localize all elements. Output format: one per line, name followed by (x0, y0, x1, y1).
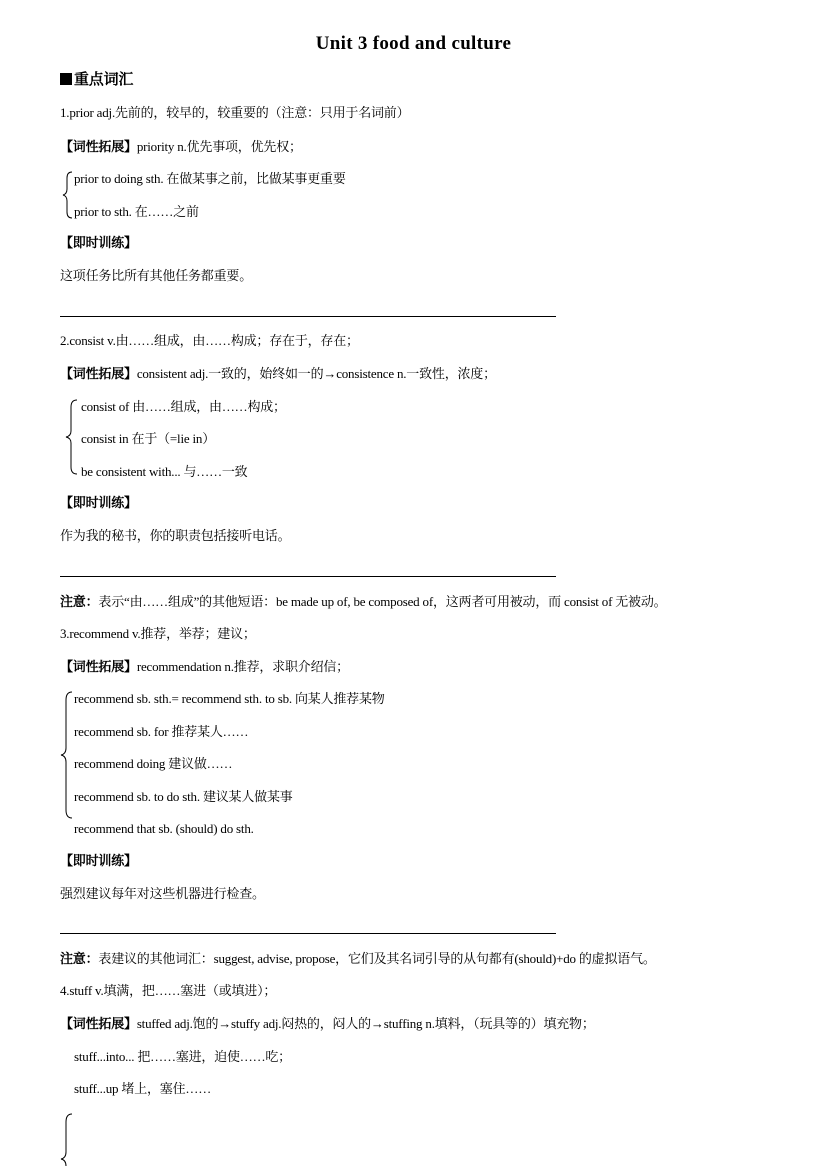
phrase-item: recommend sb. sth.= recommend sth. to sb. 向某人推荐某物 (74, 691, 385, 706)
extension-line (60, 1015, 595, 1033)
extension-text: priority n.优先事项，优先权； (136, 139, 302, 154)
note-tag: 注意： (60, 951, 99, 966)
word-entry-prior: 1.prior adj.先前的，较早的，较重要的（注意：只用于名词前） (60, 105, 410, 120)
brace-icon (62, 170, 74, 220)
training-tag: 【即时训练】 (60, 495, 137, 510)
exercise-prompt: 作为我的秘书，你的职责包括接听电话。 (60, 528, 291, 543)
brace-icon (60, 690, 74, 820)
training-tag: 【即时训练】 (60, 235, 137, 250)
extension-tag: 【词性拓展】 (60, 1016, 137, 1031)
extension-line (60, 365, 496, 383)
answer-line (60, 933, 556, 934)
extension-text: recommendation n.推荐，求职介绍信； (136, 659, 349, 674)
note-tag: 注意： (60, 594, 99, 609)
phrase-item: recommend that sb. (should) do sth. (74, 821, 254, 836)
answer-line (60, 576, 556, 577)
section-heading (60, 71, 133, 89)
phrase-item: recommend sb. for 推荐某人…… (74, 724, 249, 739)
extension-text: stuffed adj.饱的→stuffy adj.闷热的，闷人的→stuffing n.填料，（玩具等的）填充物； (136, 1016, 595, 1031)
exercise-prompt: 强烈建议每年对这些机器进行检查。 (60, 886, 265, 901)
page-title: Unit 3 food and culture (315, 33, 512, 54)
word-entry-stuff: 4.stuff v.填满，把……塞进（或填进）； (60, 983, 277, 998)
extension-line (60, 658, 349, 676)
extension-text: consistent adj.一致的，始终如一的→consistence n.一致性，浓度； (136, 366, 496, 381)
note-line (60, 950, 656, 968)
exercise-prompt: 这项任务比所有其他任务都重要。 (60, 268, 253, 283)
phrase-item: prior to doing sth. 在做某事之前，比做某事更重要 (74, 171, 346, 186)
extension-tag: 【词性拓展】 (60, 659, 137, 674)
phrase-item: recommend doing 建议做…… (74, 756, 233, 771)
note-text: 表示“由……组成”的其他短语：be made up of, be composed of，这两者可用被动，而 consist of 无被动。 (98, 594, 667, 609)
word-entry-consist: 2.consist v.由……组成，由……构成；存在于，存在； (60, 333, 359, 348)
phrase-item: prior to sth. 在……之前 (74, 204, 199, 219)
brace-icon (60, 1112, 74, 1169)
section-heading-label: 重点词汇 (74, 72, 134, 88)
phrase-item: stuff...into... 把……塞进，迫使……吃； (74, 1049, 291, 1064)
phrase-item: stuff...up 堵上，塞住…… (74, 1081, 211, 1096)
phrase-item: recommend sb. to do sth. 建议某人做某事 (74, 789, 293, 804)
brace-icon (65, 398, 79, 476)
extension-tag: 【词性拓展】 (60, 366, 137, 381)
training-tag: 【即时训练】 (60, 853, 137, 868)
square-bullet-icon (60, 73, 72, 85)
word-entry-recommend: 3.recommend v.推荐，举荐；建议； (60, 626, 256, 641)
phrase-item: consist of 由……组成，由……构成； (81, 399, 286, 414)
extension-line (60, 138, 302, 156)
answer-line (60, 316, 556, 317)
note-line (60, 593, 666, 611)
note-text: 表建议的其他词汇：suggest, advise, propose，它们及其名词引导的从句都有(should)+do 的虚拟语气。 (98, 951, 656, 966)
extension-tag: 【词性拓展】 (60, 139, 137, 154)
phrase-item: be consistent with... 与……一致 (81, 464, 248, 479)
phrase-item: consist in 在于（=lie in） (81, 431, 216, 446)
